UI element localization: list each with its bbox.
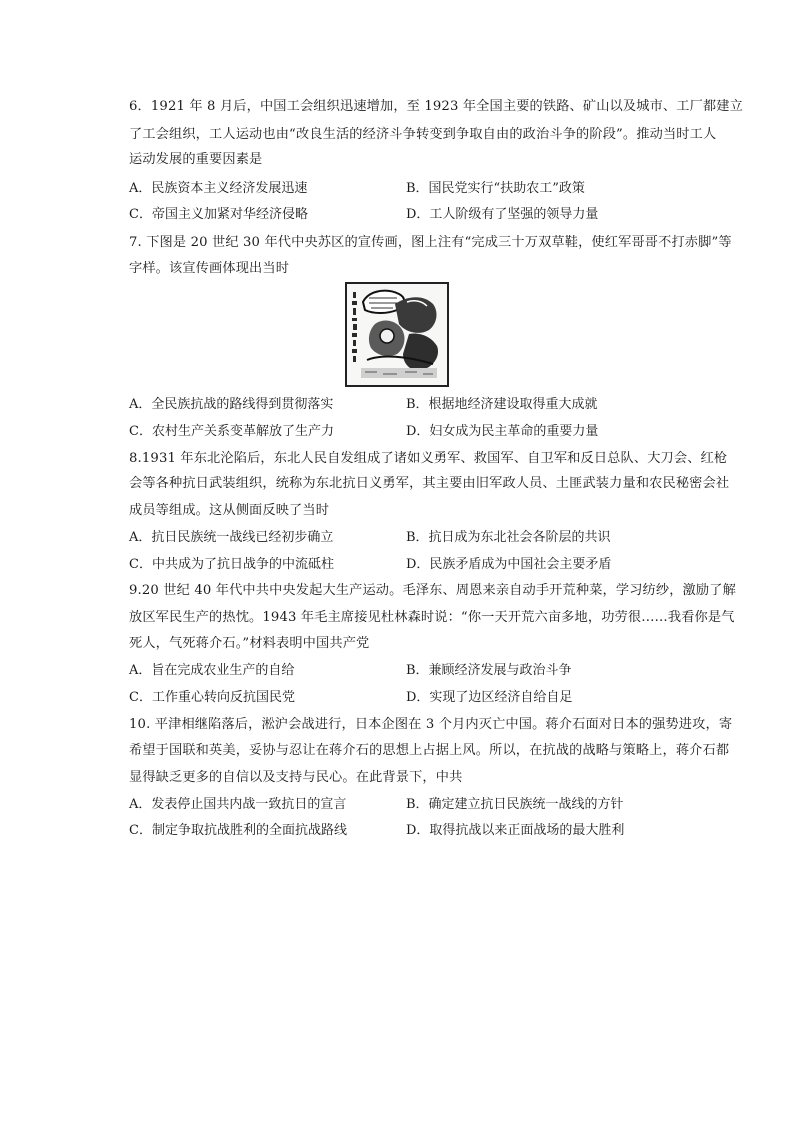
q8-option-c: C．中共成为了抗日战争的中流砥柱 bbox=[129, 557, 334, 572]
q6-stem-line-1: 6．1921 年 8 月后，中国工会组织迅速增加，至 1923 年全国主要的铁路、矿山以及城市、工厂都建立 bbox=[129, 99, 743, 114]
propaganda-poster-image bbox=[345, 282, 449, 387]
q6-option-d: D．工人阶级有了坚强的领导力量 bbox=[406, 207, 599, 222]
q8-option-b: B．抗日成为东北社会各阶层的共识 bbox=[406, 530, 611, 545]
q9-stem-line-1: 9.20 世纪 40 年代中共中央发起大生产运动。毛泽东、周恩来亲自动手开荒种菜，学习纺纱，激励了解 bbox=[129, 583, 736, 598]
q8-option-d: D．民族矛盾成为中国社会主要矛盾 bbox=[406, 557, 612, 572]
q10-stem-line-1: 10. 平津相继陷落后，淞沪会战进行，日本企图在 3 个月内灭亡中国。蒋介石面对日本的强势进攻，寄 bbox=[129, 717, 733, 732]
q10-stem-line-3: 显得缺乏更多的自信以及支持与民心。在此背景下，中共 bbox=[129, 770, 463, 785]
q6-option-c: C．帝国主义加紧对华经济侵略 bbox=[129, 207, 308, 222]
q6-option-b: B．国民党实行“扶助农工”政策 bbox=[406, 181, 585, 196]
q8-stem-line-2: 会等各种抗日武装组织，统称为东北抗日义勇军，其主要由旧军政人员、土匪武装力量和农民秘密会社 bbox=[129, 476, 730, 491]
q10-option-d: D．取得抗战以来正面战场的最大胜利 bbox=[406, 823, 625, 838]
q7-option-a: A．全民族抗战的路线得到贯彻落实 bbox=[129, 397, 334, 412]
q7-stem-line-1: 7. 下图是 20 世纪 30 年代中央苏区的宣传画，图上注有“完成三十万双草鞋，使红军哥哥不打赤脚”等 bbox=[129, 235, 732, 250]
q10-option-a: A．发表停止国共内战一致抗日的宣言 bbox=[129, 797, 347, 812]
q9-option-c: C．工作重心转向反抗国民党 bbox=[129, 690, 295, 705]
q7-option-c: C．农村生产关系变革解放了生产力 bbox=[129, 424, 334, 439]
q7-stem-line-2: 字样。该宣传画体现出当时 bbox=[129, 261, 290, 276]
q9-stem-line-3: 死人，气死蒋介石。”材料表明中国共产党 bbox=[129, 636, 370, 651]
q8-stem-line-1: 8.1931 年东北沦陷后，东北人民自发组成了诸如义勇军、救国军、自卫军和反日总队、大刀会、红枪 bbox=[129, 451, 728, 466]
q6-stem-line-3: 运动发展的重要因素是 bbox=[129, 152, 263, 167]
q10-stem-line-2: 希望于国联和英美，妥协与忍让在蒋介石的思想上占据上风。所以，在抗战的战略与策略上，蒋介石都 bbox=[129, 743, 730, 758]
q9-option-a: A．旨在完成农业生产的自给 bbox=[129, 663, 295, 678]
q9-option-d: D．实现了边区经济自给自足 bbox=[406, 690, 573, 705]
q8-option-a: A．抗日民族统一战线已经初步确立 bbox=[129, 530, 334, 545]
q10-option-b: B．确定建立抗日民族统一战线的方针 bbox=[406, 797, 624, 812]
q9-option-b: B．兼顾经济发展与政治斗争 bbox=[406, 663, 572, 678]
q8-stem-line-3: 成员等组成。这从侧面反映了当时 bbox=[129, 503, 330, 518]
q6-stem-line-2: 了工会组织，工人运动也由“改良生活的经济斗争转变到争取自由的政治斗争的阶段”。推动当时工人 bbox=[129, 127, 717, 142]
q10-option-c: C．制定争取抗战胜利的全面抗战路线 bbox=[129, 823, 347, 838]
q9-stem-line-2: 放区军民生产的热忱。1943 年毛主席接见杜林森时说：“你一天开荒六亩多地，功劳很……我看你是气 bbox=[129, 610, 735, 625]
q7-option-b: B．根据地经济建设取得重大成就 bbox=[406, 397, 598, 412]
q6-option-a: A．民族资本主义经济发展迅速 bbox=[129, 181, 308, 196]
propaganda-poster-icon bbox=[347, 284, 447, 385]
q7-option-d: D．妇女成为民主革命的重要力量 bbox=[406, 424, 599, 439]
